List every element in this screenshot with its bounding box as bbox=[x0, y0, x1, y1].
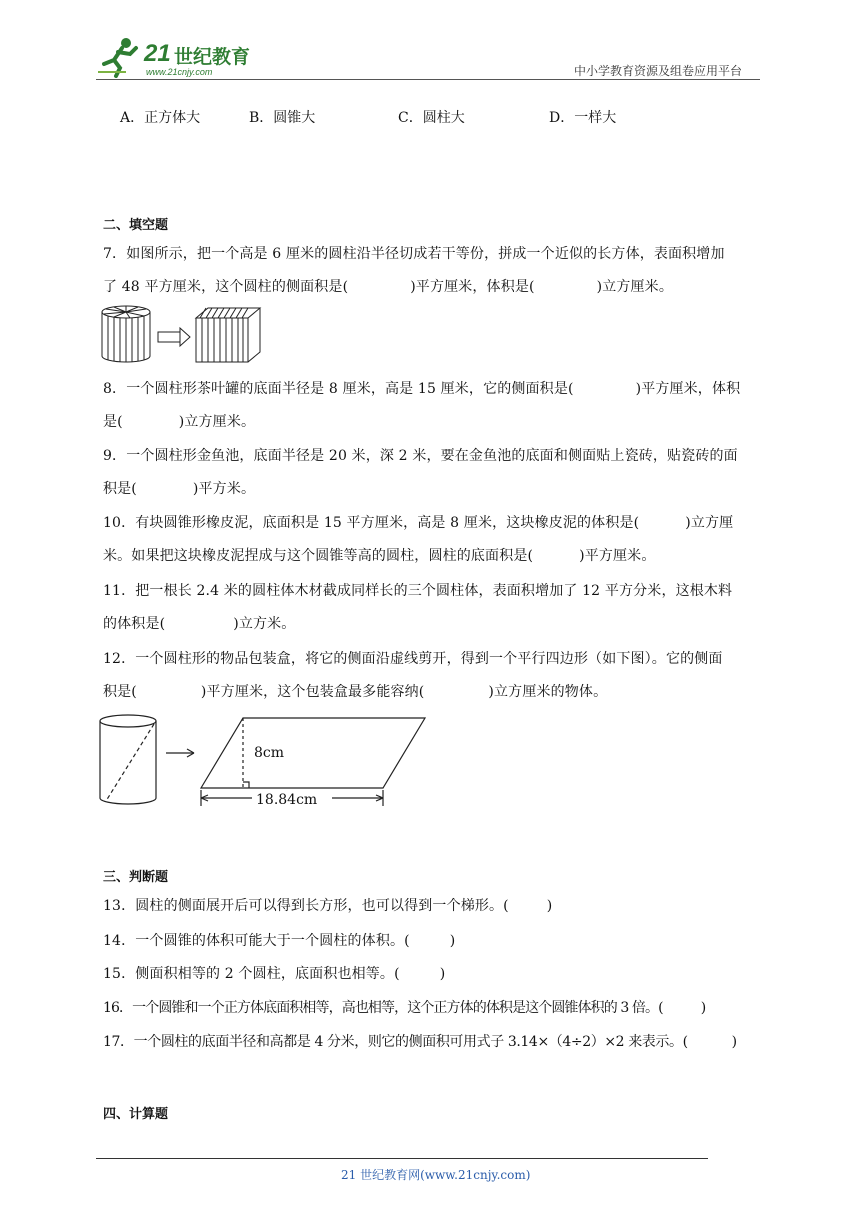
q17-line: 17．一个圆柱的底面半径和高都是 4 分米，则它的侧面积可用式子 3.14×（4÷2）×2 来表示。( ) bbox=[103, 1034, 737, 1050]
q9-line-2: 积是( )平方米。 bbox=[103, 481, 256, 497]
footer-source: 21 世纪教育网(www.21cnjy.com) bbox=[341, 1168, 531, 1182]
section-judge-title: 三、判断题 bbox=[103, 870, 169, 885]
q7-line-2: 了 48 平方厘米，这个圆柱的侧面积是( )平方厘米，体积是( )立方厘米。 bbox=[103, 279, 673, 295]
logo bbox=[96, 36, 266, 80]
q12-height-label: 8cm bbox=[254, 745, 285, 761]
runner-logo-icon bbox=[96, 36, 144, 78]
q10-line-2: 米。如果把这块橡皮泥捏成与这个圆锥等高的圆柱，圆柱的底面积是( )平方厘米。 bbox=[103, 548, 656, 564]
q10-line-1: 10．有块圆锥形橡皮泥，底面积是 15 平方厘米，高是 8 厘米，这块橡皮泥的体积是( )立方厘 bbox=[103, 515, 734, 531]
option-b: B．圆锥大 bbox=[249, 110, 316, 126]
q13-line: 13．圆柱的侧面展开后可以得到长方形，也可以得到一个梯形。( ) bbox=[103, 898, 553, 914]
option-c: C．圆柱大 bbox=[398, 110, 465, 126]
logo-url: www.21cnjy.com bbox=[146, 67, 213, 77]
platform-name: 中小学教育资源及组卷应用平台 bbox=[574, 64, 743, 78]
q7-figure-cylinder-to-cuboid bbox=[100, 302, 270, 366]
q11-line-1: 11．把一根长 2.4 米的圆柱体木材截成同样长的三个圆柱体，表面积增加了 12 平方分米，这根木料 bbox=[103, 583, 733, 599]
q15-line: 15．侧面积相等的 2 个圆柱，底面积也相等。( ) bbox=[103, 966, 446, 982]
q12-base-label: 18.84cm bbox=[256, 792, 318, 808]
section-fill-blank-title: 二、填空题 bbox=[103, 218, 169, 233]
q7-line-1: 7．如图所示，把一个高是 6 厘米的圆柱沿半径切成若干等份，拼成一个近似的长方体，表面积增加 bbox=[103, 246, 725, 262]
footer-divider bbox=[96, 1158, 708, 1159]
q8-line-1: 8．一个圆柱形茶叶罐的底面半径是 8 厘米，高是 15 厘米，它的侧面积是( )平方厘米，体积 bbox=[103, 381, 741, 397]
logo-number: 21 bbox=[144, 40, 171, 67]
q12-figure-unrolled-cylinder bbox=[98, 712, 438, 816]
q16-line: 16．一个圆锥和一个正方体底面积相等，高也相等，这个正方体的体积是这个圆锥体积的 3 倍。( ) bbox=[103, 1000, 706, 1016]
q12-line-1: 12．一个圆柱形的物品包装盒，将它的侧面沿虚线剪开，得到一个平行四边形（如下图）。它的侧面 bbox=[103, 651, 723, 667]
section-calc-title: 四、计算题 bbox=[103, 1107, 169, 1122]
header-divider bbox=[96, 79, 760, 80]
q11-line-2: 的体积是( )立方米。 bbox=[103, 616, 296, 632]
q12-line-2: 积是( )平方厘米，这个包装盒最多能容纳( )立方厘米的物体。 bbox=[103, 684, 608, 700]
q14-line: 14．一个圆锥的体积可能大于一个圆柱的体积。( ) bbox=[103, 933, 456, 949]
option-d: D．一样大 bbox=[549, 110, 617, 126]
q9-line-1: 9．一个圆柱形金鱼池，底面半径是 20 米，深 2 米，要在金鱼池的底面和侧面贴上瓷砖，贴瓷砖的面 bbox=[103, 448, 738, 464]
option-a: A．正方体大 bbox=[120, 110, 201, 126]
logo-title: 世纪教育 bbox=[174, 46, 251, 68]
q8-line-2: 是( )立方厘米。 bbox=[103, 414, 256, 430]
